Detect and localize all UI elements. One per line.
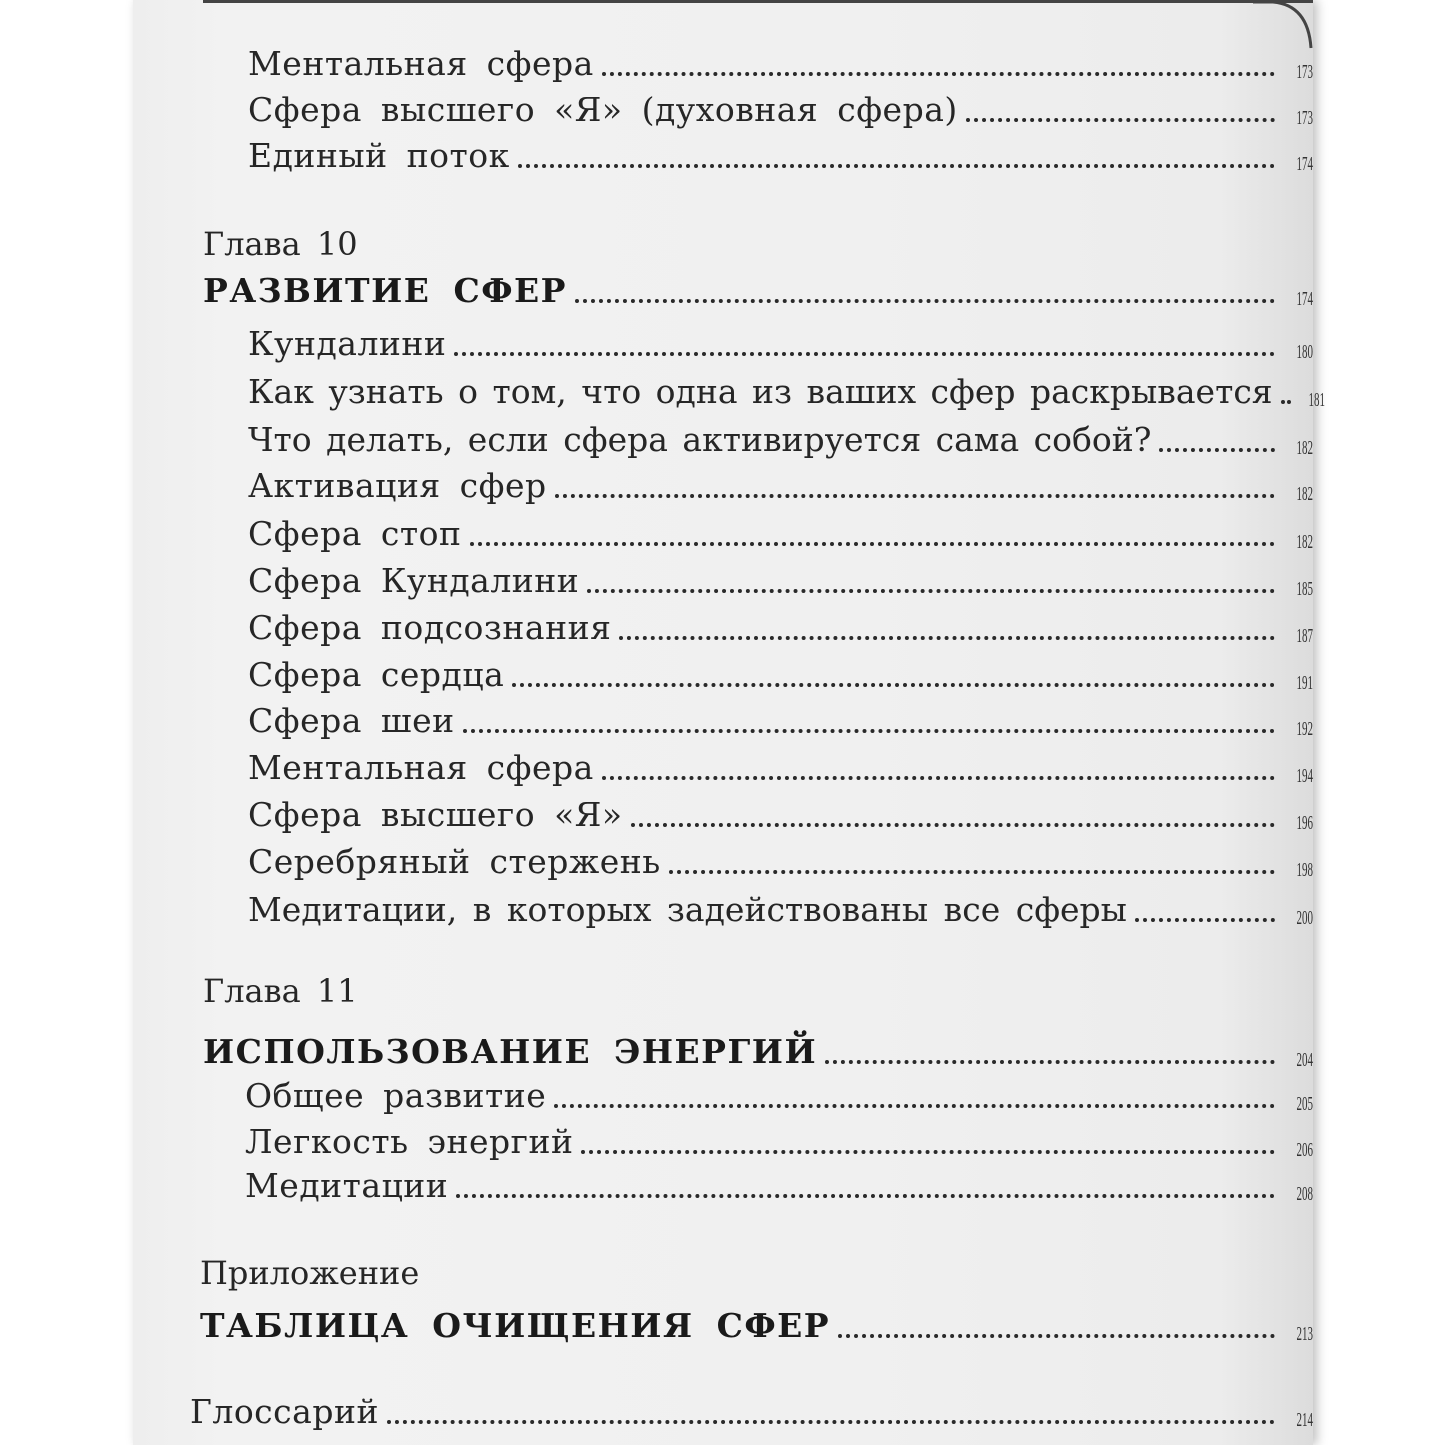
toc-entry xyxy=(248,602,1313,650)
toc-entry xyxy=(248,836,1313,884)
toc-page-number: 200 xyxy=(1296,907,1313,929)
dot-leader xyxy=(518,164,1275,168)
toc-page-number: 181 xyxy=(1308,389,1325,411)
toc-entry-label: Сфера Кундалини xyxy=(248,561,580,600)
toc-page-number: 198 xyxy=(1296,859,1313,881)
toc-entry-label: Легкость энергий xyxy=(245,1122,574,1161)
chapter-title: РАЗВИТИЕ СФЕР xyxy=(203,271,567,310)
toc-entry xyxy=(248,508,1313,556)
toc-entry-label: Сфера высшего «Я» (духовная сфера) xyxy=(248,90,958,129)
dot-leader xyxy=(631,823,1275,827)
toc-entry-label: Сфера шеи xyxy=(248,701,455,740)
toc-entry-label: Ментальная сфера xyxy=(248,44,594,83)
toc-page-number: 173 xyxy=(1296,107,1313,129)
dot-leader xyxy=(838,1334,1275,1338)
appendix-label: Приложение xyxy=(200,1254,420,1292)
toc-entry-label: Как узнать о том, что одна из ваших сфер раскрывается xyxy=(248,372,1273,411)
toc-entry xyxy=(248,366,1325,414)
dot-leader xyxy=(1281,400,1291,404)
toc-page-number: 185 xyxy=(1296,578,1313,600)
chapter-label: Глава 11 xyxy=(203,972,358,1010)
top-rule xyxy=(203,0,1313,3)
dot-leader xyxy=(470,542,1276,546)
toc-entry xyxy=(248,38,1313,86)
toc-entry xyxy=(248,649,1313,697)
toc-page-number: 187 xyxy=(1296,625,1313,647)
toc-entry xyxy=(248,318,1313,366)
toc-entry xyxy=(248,884,1313,932)
toc-entry xyxy=(248,789,1313,837)
toc-page-number: 182 xyxy=(1296,531,1313,553)
dot-leader xyxy=(575,299,1275,303)
glossary-label: Глоссарий xyxy=(190,1392,379,1431)
toc-page-number: 191 xyxy=(1296,672,1313,694)
chapter-label: Глава 10 xyxy=(203,225,358,263)
toc-entry-label: Медитации, в которых задействованы все сферы xyxy=(248,890,1127,929)
toc-entry xyxy=(248,84,1313,132)
dot-leader xyxy=(554,1104,1275,1108)
toc-page-number: 173 xyxy=(1296,61,1313,83)
dot-leader xyxy=(602,72,1275,76)
toc-entry-label: Сфера высшего «Я» xyxy=(248,795,623,834)
dot-leader xyxy=(587,589,1275,593)
toc-entry xyxy=(248,695,1313,743)
toc-entry-label: Кундалини xyxy=(248,324,447,363)
dot-leader xyxy=(387,1420,1275,1424)
toc-page-number: 214 xyxy=(1296,1409,1313,1431)
toc-page-number: 192 xyxy=(1296,718,1313,740)
dot-leader xyxy=(619,636,1275,640)
toc-page-number: 196 xyxy=(1296,812,1313,834)
toc-page-number: 180 xyxy=(1296,341,1313,363)
toc-page-number: 204 xyxy=(1296,1049,1313,1071)
dot-leader xyxy=(602,776,1275,780)
dot-leader xyxy=(1135,918,1275,922)
toc-page-number: 174 xyxy=(1296,153,1313,175)
toc-page-number: 174 xyxy=(1296,288,1313,310)
toc-entry-label: Общее развитие xyxy=(245,1076,547,1115)
dot-leader xyxy=(512,683,1275,687)
toc-entry-label: Сфера стоп xyxy=(248,514,462,553)
toc-page-number: 194 xyxy=(1296,765,1313,787)
dot-leader xyxy=(966,118,1275,122)
toc-entry xyxy=(248,460,1313,508)
toc-page-number: 205 xyxy=(1296,1093,1313,1115)
toc-entry-label: Сфера сердца xyxy=(248,655,505,694)
toc-chapter-title xyxy=(203,1026,1313,1074)
toc-entry xyxy=(248,742,1313,790)
toc-page-number: 182 xyxy=(1296,483,1313,505)
toc-entry-label: Ментальная сфера xyxy=(248,748,594,787)
toc-chapter-title xyxy=(203,265,1313,313)
dot-leader xyxy=(581,1150,1275,1154)
dot-leader xyxy=(825,1060,1275,1064)
toc-appendix-title xyxy=(200,1300,1313,1348)
toc-entry-label: Что делать, если сфера активируется сама собой? xyxy=(248,420,1152,459)
dot-leader xyxy=(454,352,1275,356)
dot-leader xyxy=(456,1194,1275,1198)
toc-entry xyxy=(248,414,1313,462)
toc-entry-label: Единый поток xyxy=(248,136,510,175)
toc-entry-label: Серебряный стержень xyxy=(248,842,661,881)
toc-entry xyxy=(245,1116,1313,1164)
toc-entry-label: Сфера подсознания xyxy=(248,608,612,647)
toc-entry xyxy=(245,1160,1313,1208)
book-page xyxy=(133,0,1325,1445)
dot-leader xyxy=(669,870,1275,874)
toc-page-number: 206 xyxy=(1296,1139,1313,1161)
toc-page-number: 182 xyxy=(1296,437,1313,459)
chapter-title: ИСПОЛЬЗОВАНИЕ ЭНЕРГИЙ xyxy=(203,1032,818,1071)
toc-entry xyxy=(248,555,1313,603)
dot-leader xyxy=(555,494,1275,498)
toc-entry-label: Активация сфер xyxy=(248,466,547,505)
toc-page-number: 213 xyxy=(1296,1323,1313,1345)
toc-entry-label: Медитации xyxy=(245,1166,449,1205)
toc-page-number: 208 xyxy=(1296,1183,1313,1205)
appendix-title: ТАБЛИЦА ОЧИЩЕНИЯ СФЕР xyxy=(200,1306,831,1345)
dot-leader xyxy=(463,729,1275,733)
toc-entry xyxy=(245,1070,1313,1118)
toc-entry xyxy=(248,130,1313,178)
toc-glossary-entry xyxy=(190,1386,1313,1434)
dot-leader xyxy=(1159,448,1275,452)
